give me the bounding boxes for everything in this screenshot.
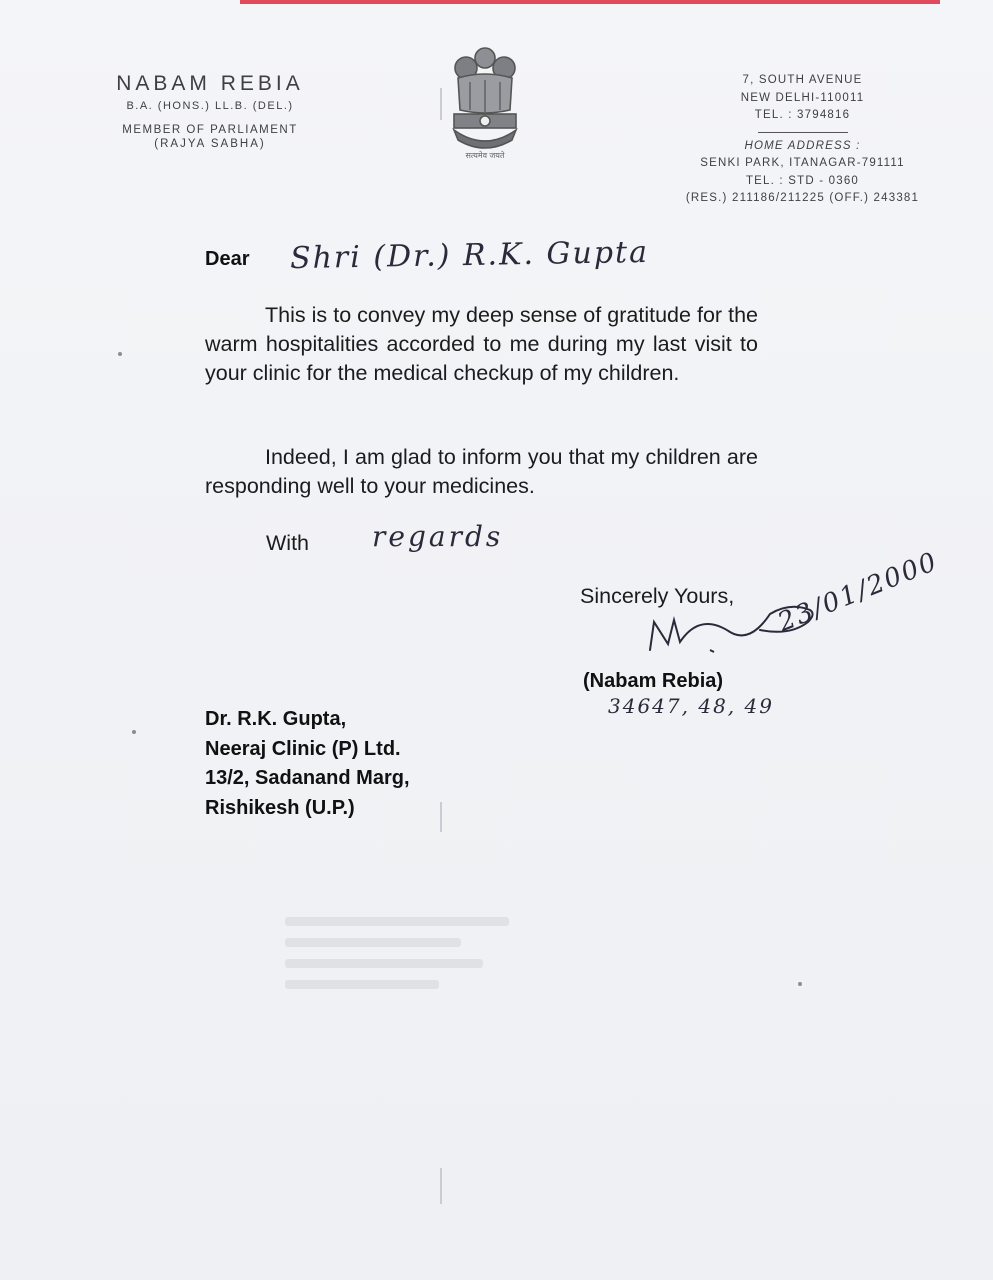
divider <box>758 132 848 133</box>
handwritten-regards: regards <box>372 520 504 553</box>
paragraph-text: Indeed, I am glad to inform you that my children are responding well to your medicines. <box>205 445 758 498</box>
letterhead-role: MEMBER OF PARLIAMENT <box>122 124 298 136</box>
national-emblem-icon <box>440 40 530 168</box>
fold-mark <box>440 802 442 832</box>
recipient-line: 13/2, Sadanand Marg, <box>205 767 410 789</box>
sincerely-yours: Sincerely Yours, <box>580 584 735 608</box>
paragraph-text: This is to convey my deep sense of gratitude for the warm hospitalities accorded to me during my last visit to your clinic for the medical checkup of my children. <box>205 303 758 385</box>
home-address-label: HOME ADDRESS : <box>744 139 861 152</box>
handwritten-reference-number: 34647, 48, 49 <box>608 694 774 718</box>
address-line: 7, SOUTH AVENUE <box>742 74 863 86</box>
recipient-line: Rishikesh (U.P.) <box>205 796 355 819</box>
home-phone-numbers: (RES.) 211186/211225 (OFF.) 243381 <box>685 192 920 204</box>
letterhead-right <box>680 72 925 208</box>
address-line: NEW DELHI-110011 <box>740 91 865 104</box>
letterhead-left <box>100 72 320 150</box>
fold-mark <box>440 1168 442 1204</box>
paper-speck <box>132 730 136 734</box>
letterhead-house: (RAJYA SABHA) <box>154 138 266 150</box>
bleed-through-marks <box>285 905 605 1025</box>
telephone: TEL. : 3794816 <box>754 109 851 121</box>
signatory-name: (Nabam Rebia) <box>583 670 724 692</box>
paper-speck <box>798 982 802 986</box>
emblem-motto: सत्यमेव जयते <box>465 151 505 160</box>
body-paragraph <box>205 443 758 501</box>
recipient-line: Dr. R.K. Gupta, <box>205 708 347 730</box>
home-address-line: SENKI PARK, ITANAGAR-791111 <box>700 157 905 169</box>
recipient-address <box>205 705 410 823</box>
body-paragraph <box>205 301 758 388</box>
paper-speck <box>118 352 122 356</box>
top-edge-strip <box>240 0 940 4</box>
letterhead-name: NABAM REBIA <box>116 72 304 95</box>
closing-with: With <box>266 531 309 555</box>
recipient-line: Neeraj Clinic (P) Ltd. <box>205 737 401 760</box>
salutation-dear: Dear <box>205 248 250 270</box>
handwritten-date: 23/01/2000 <box>773 546 943 638</box>
home-telephone: TEL. : STD - 0360 <box>745 174 860 187</box>
letterhead-qualifications: B.A. (HONS.) LL.B. (DEL.) <box>126 100 294 112</box>
handwritten-recipient-name: Shri (Dr.) R.K. Gupta <box>289 234 650 277</box>
